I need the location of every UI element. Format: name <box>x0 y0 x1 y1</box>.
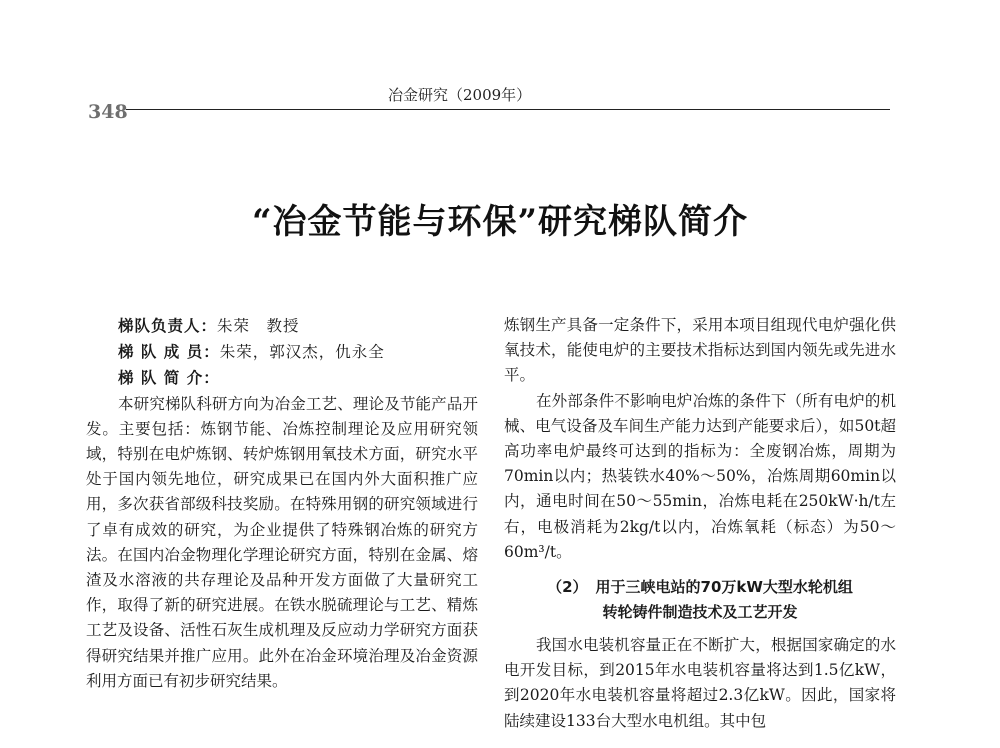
right-column <box>504 313 896 734</box>
section-heading <box>504 575 896 625</box>
left-column <box>86 313 478 694</box>
hydropower-paragraph: 我国水电装机容量正在不断扩大，根据国家确定的水电开发目标，到2015年水电装机容量将达到1.5亿kW，到2020年水电装机容量将超过2.3亿kW。因此，国家将陆续建设133台大型水电机组。其中包 <box>504 636 896 730</box>
section-heading-line1 <box>504 575 896 600</box>
team-leader-label: 梯队负责人： <box>118 316 218 335</box>
team-leader-value: 朱荣 教授 <box>217 317 300 335</box>
section-number: （2） <box>547 578 588 597</box>
team-intro-label: 梯 队 简 介： <box>118 368 220 388</box>
team-members-line <box>86 339 478 365</box>
team-leader-line <box>86 313 478 339</box>
paragraph-continuation: 炼钢生产具备一定条件下，采用本项目组现代电炉强化供氧技术，能使电炉的主要技术指标达到国内领先或先进水平。 <box>504 316 896 385</box>
furnace-indicators-paragraph: 在外部条件不影响电炉冶炼的条件下（所有电炉的机械、电气设备及车间生产能力达到产能要求后），如50t超高功率电炉最终可达到的指标为：全废钢冶炼，周期为70min以内；热装铁水40%～50%，冶炼周期60min以内，通电时间在50～55min，冶炼电耗在250kW·h/t左右，电极消耗为2kg/t以内，冶炼氧耗（标态）为50～60m³/t。 <box>504 391 896 561</box>
team-members-label: 梯 队 成 员： <box>118 342 220 362</box>
team-intro-line <box>86 365 478 391</box>
page-number: 348 <box>88 101 128 123</box>
section-heading-line2: 转轮铸件制造技术及工艺开发 <box>602 603 798 622</box>
article-title: “冶金节能与环保”研究梯队简介 <box>251 202 749 242</box>
team-members-value: 朱荣，郭汉杰，仇永全 <box>219 343 385 362</box>
running-header: 冶金研究（2009年） <box>388 86 532 104</box>
intro-paragraph: 本研究梯队科研方向为冶金工艺、理论及节能产品开发。主要包括：炼钢节能、冶炼控制理论及应用研究领域，特别在电炉炼钢、转炉炼钢用氧技术方面，研究水平处于国内领先地位，研究成果已在国内外大面积推广应用，多次获省部级科技奖励。在特殊用钢的研究领域进行了卓有成效的研究，为企业提供了特殊钢冶炼的研究方法。在国内冶金物理化学理论研究方面，特别在金属、熔渣及水溶液的共存理论及品种开发方面做了大量研究工作，取得了新的研究进展。在铁水脱硫理论与工艺、精炼工艺及设备、活性石灰生成机理及反应动力学研究方面获得研究结果并推广应用。此外在冶金环境治理及冶金资源利用方面已有初步研究结果。 <box>86 394 478 690</box>
header-rule <box>126 109 890 110</box>
section-heading-text1: 用于三峡电站的70万kW大型水轮机组 <box>595 578 853 597</box>
